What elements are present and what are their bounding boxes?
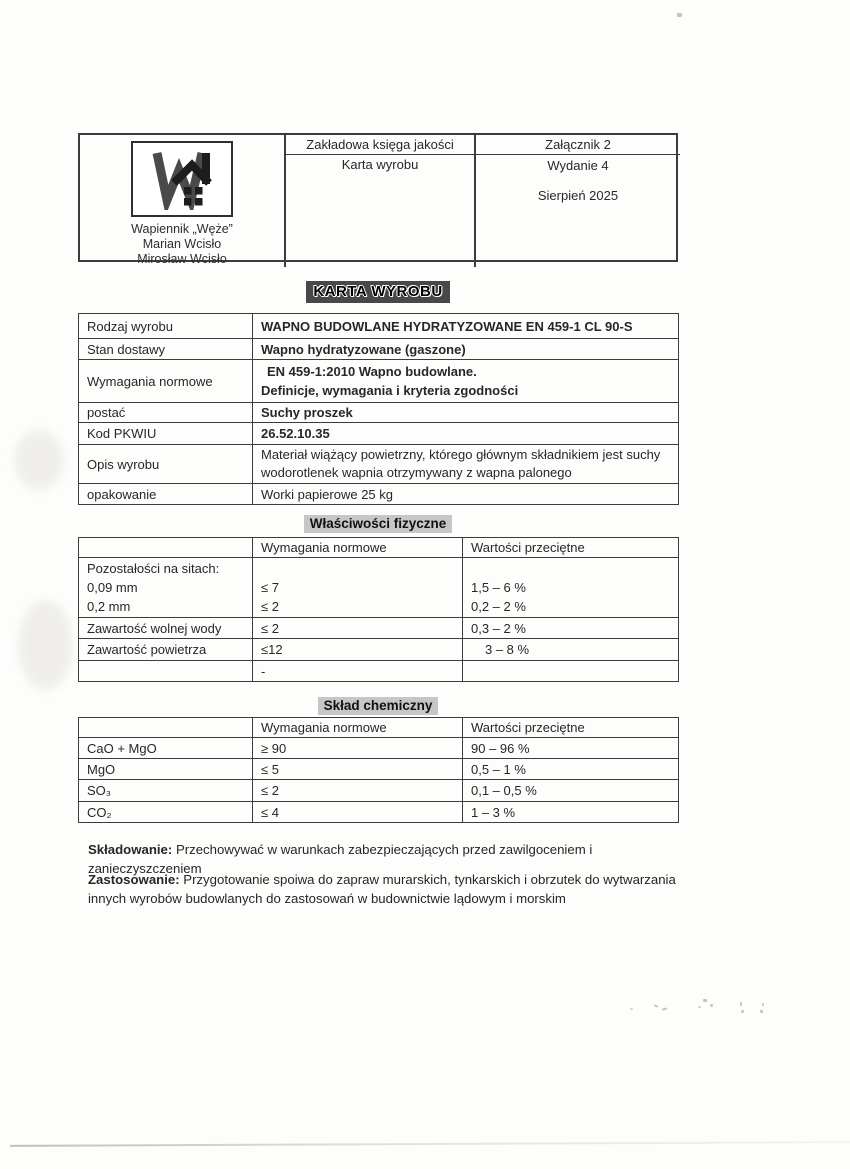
- sieve-req-2: ≤ 2: [261, 599, 279, 614]
- issue-date: Sierpień 2025: [537, 188, 619, 203]
- application-text: Przygotowanie spoiwa do zapraw murarskich, tynkarskich i obrzutek do wytwarzania innych wyrobów budowlanych do zastosowań w budownictwie lądowym i morskim: [88, 872, 676, 906]
- row-label: Opis wyrobu: [79, 445, 253, 484]
- chemical-title-wrap: [78, 697, 678, 715]
- table-row: [79, 802, 679, 823]
- document-header-table: [78, 133, 678, 266]
- table-row: [79, 339, 679, 360]
- row-value: Wapno hydratyzowane (gaszone): [253, 339, 679, 360]
- table-row: [79, 780, 679, 802]
- norm-line-2: Definicje, wymagania i kryteria zgodności: [261, 383, 519, 398]
- row-avg: 0,1 – 0,5 %: [463, 780, 679, 802]
- row-label: Kod PKWIU: [79, 423, 253, 445]
- sieve-avg-1: 1,5 – 6 %: [471, 580, 526, 595]
- row-avg: 1 – 3 %: [463, 802, 679, 823]
- table-row: [79, 618, 679, 639]
- row-label: Zawartość powietrza: [79, 639, 253, 661]
- owner-name-2: Mirosław Wcisło: [137, 252, 227, 266]
- header-requirements: Wymagania normowe: [253, 538, 463, 558]
- scan-smudge: [18, 600, 73, 690]
- empty-row: [79, 661, 679, 682]
- table-row: [79, 484, 679, 505]
- header-empty: [79, 538, 253, 558]
- sieve-row: [79, 558, 679, 618]
- chemical-section-title: Skład chemiczny: [318, 697, 439, 715]
- row-label: MgO: [79, 759, 253, 780]
- row-label: opakowanie: [79, 484, 253, 505]
- row-avg: 3 – 8 %: [463, 639, 679, 661]
- row-req: ≤ 5: [253, 759, 463, 780]
- company-logo: [131, 141, 233, 217]
- row-value: Materiał wiążący powietrzny, którego głównym składnikiem jest suchy wodorotlenek wapnia otrzymywany z wapna palonego: [253, 445, 679, 484]
- row-label: Stan dostawy: [79, 339, 253, 360]
- row-value: Suchy proszek: [253, 403, 679, 423]
- row-avg: 90 – 96 %: [463, 738, 679, 759]
- row-label: Wymagania normowe: [79, 360, 253, 403]
- table-row: [79, 759, 679, 780]
- row-label: Rodzaj wyrobu: [79, 314, 253, 339]
- row-req: ≤ 4: [253, 802, 463, 823]
- quality-book-title: Zakładowa księga jakości: [286, 135, 474, 155]
- row-req: ≤ 2: [253, 618, 463, 639]
- sieve-size-2: 0,2 mm: [87, 599, 131, 614]
- row-label: postać: [79, 403, 253, 423]
- sieve-avg-2: 0,2 – 2 %: [471, 599, 526, 614]
- company-cell: [80, 135, 284, 267]
- scan-smudge: [14, 430, 64, 490]
- row-req: ≤12: [253, 639, 463, 661]
- table-row: [79, 360, 679, 403]
- w-house-logo-icon: [149, 148, 215, 210]
- header-empty: [79, 718, 253, 738]
- application-paragraph: [88, 870, 704, 908]
- norm-line-1: EN 459-1:2010 Wapno budowlane.: [267, 364, 477, 379]
- row-req: ≤ 2: [253, 780, 463, 802]
- row-value: Worki papierowe 25 kg: [253, 484, 679, 505]
- sieve-labels: [79, 558, 253, 618]
- row-label: CaO + MgO: [79, 738, 253, 759]
- row-value: WAPNO BUDOWLANE HYDRATYZOWANE EN 459-1 CL 90-S: [253, 314, 679, 339]
- table-row: [79, 445, 679, 484]
- sieve-averages: [463, 558, 679, 618]
- header-row: [79, 718, 679, 738]
- quality-book-cell: [284, 135, 476, 267]
- attachment-cell: [476, 135, 680, 267]
- sieve-group-label: Pozostałości na sitach:: [87, 561, 220, 576]
- main-title-wrap: [78, 281, 678, 303]
- doc-type: Karta wyrobu: [341, 157, 419, 172]
- edition-number: Wydanie 4: [547, 158, 609, 173]
- company-name: Wapiennik „Węże”: [131, 222, 233, 236]
- sieve-size-1: 0,09 mm: [87, 580, 138, 595]
- table-row: [79, 423, 679, 445]
- table-row: [79, 314, 679, 339]
- chemical-composition-table: [78, 717, 679, 823]
- sieve-requirements: [253, 558, 463, 618]
- empty-dash: -: [253, 661, 463, 682]
- scan-mark-top-right: [677, 13, 682, 17]
- scan-fold-line: [10, 1141, 850, 1146]
- row-label: CO₂: [79, 802, 253, 823]
- row-avg: 0,3 – 2 %: [463, 618, 679, 639]
- attachment-number: Załącznik 2: [476, 135, 680, 155]
- table-row: [79, 639, 679, 661]
- physical-section-title: Właściwości fizyczne: [304, 515, 453, 533]
- application-label: Zastosowanie:: [88, 872, 180, 887]
- physical-properties-table: [78, 537, 679, 682]
- table-row: [79, 403, 679, 423]
- company-name-block: [80, 222, 284, 267]
- header-row: [79, 538, 679, 558]
- sieve-req-1: ≤ 7: [261, 580, 279, 595]
- storage-text: Przechowywać w warunkach zabezpieczających przed zawilgoceniem i zanieczyszczeniem: [88, 842, 593, 876]
- header-requirements: Wymagania normowe: [253, 718, 463, 738]
- product-info-table: [78, 313, 679, 505]
- row-value: 26.52.10.35: [253, 423, 679, 445]
- header-averages: Wartości przeciętne: [463, 538, 679, 558]
- row-req: ≥ 90: [253, 738, 463, 759]
- storage-label: Składowanie:: [88, 842, 173, 857]
- table-row: [79, 738, 679, 759]
- row-label: SO₃: [79, 780, 253, 802]
- physical-title-wrap: [78, 515, 678, 533]
- page-title: KARTA WYROBU: [306, 281, 449, 303]
- header-averages: Wartości przeciętne: [463, 718, 679, 738]
- owner-name-1: Marian Wcisło: [142, 237, 222, 251]
- row-label: Zawartość wolnej wody: [79, 618, 253, 639]
- row-value: [253, 360, 679, 403]
- row-avg: 0,5 – 1 %: [463, 759, 679, 780]
